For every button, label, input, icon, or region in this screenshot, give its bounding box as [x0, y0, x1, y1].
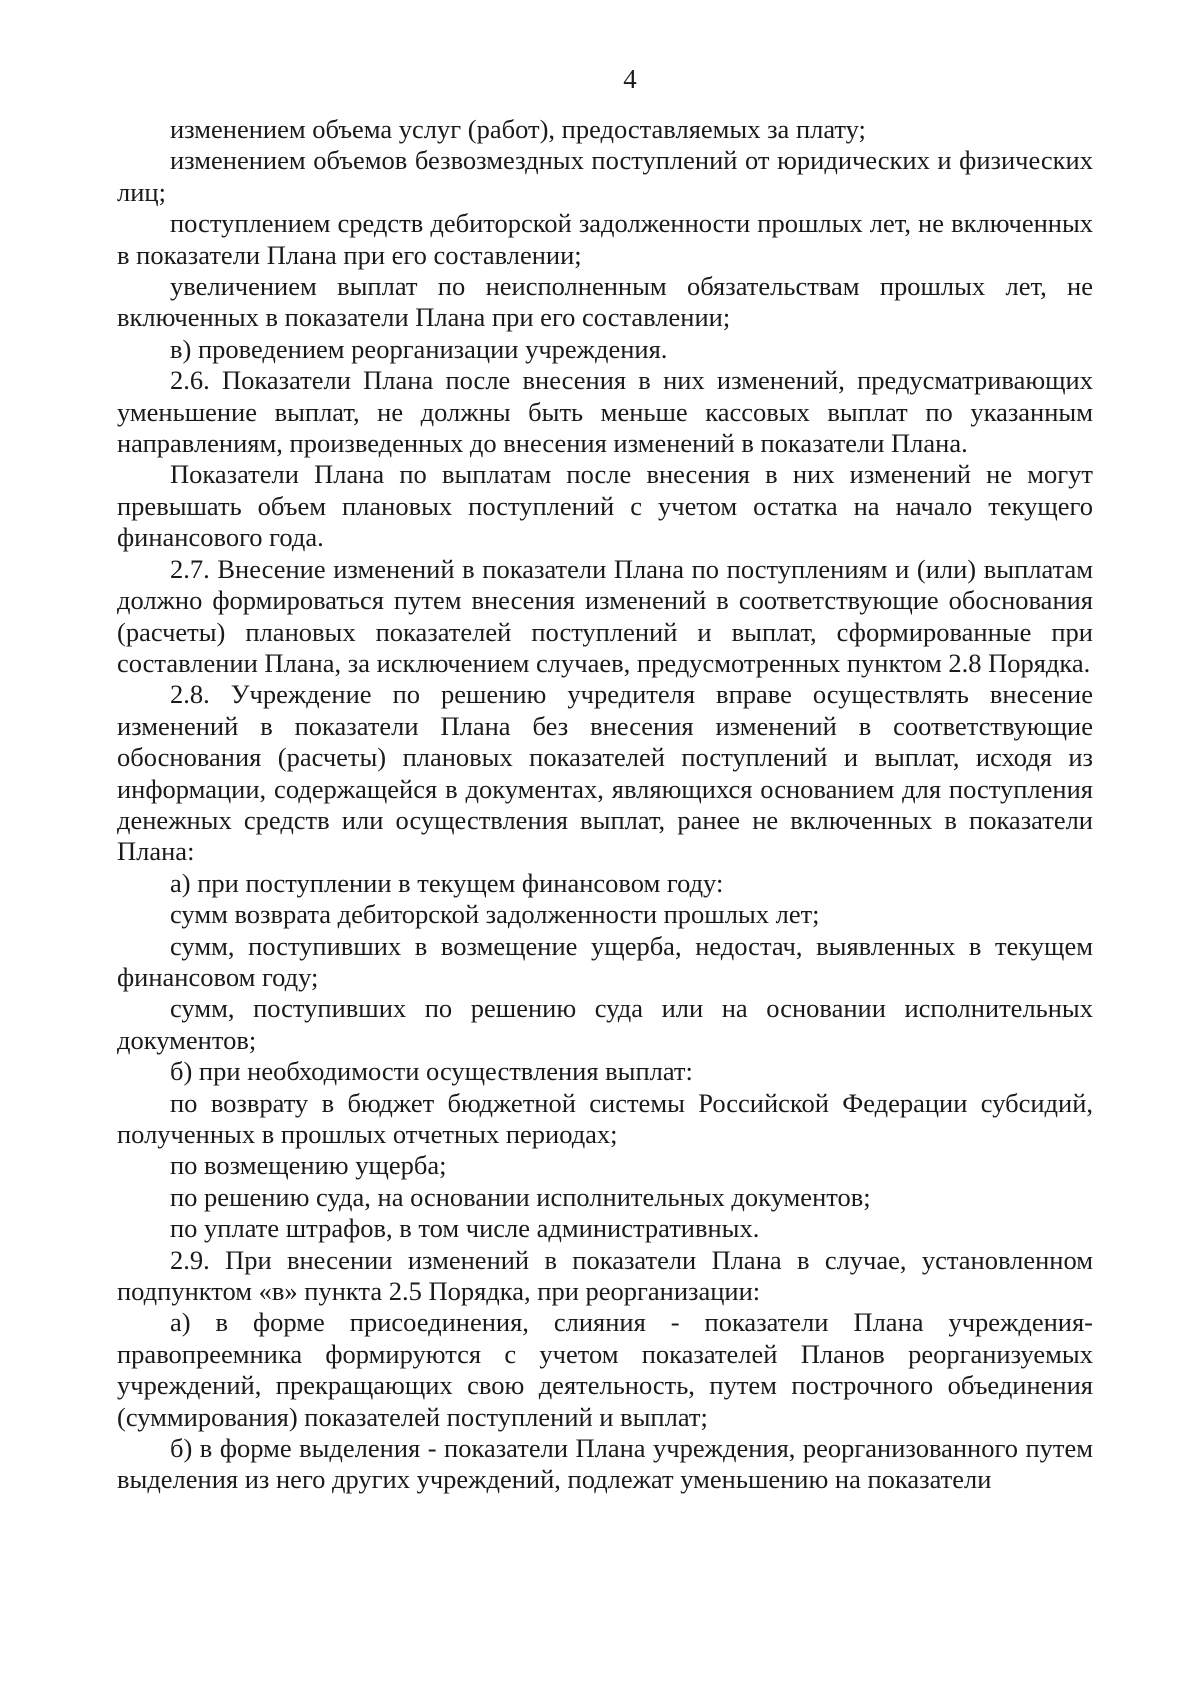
- paragraph: б) в форме выделения - показатели Плана учреждения, реорганизованного путем выделения из него других учреждений, подлежат уменьшению на показатели: [117, 1433, 1093, 1495]
- paragraph: сумм возврата дебиторской задолженности прошлых лет;: [170, 899, 820, 930]
- paragraph: в) проведением реорганизации учреждения.: [170, 333, 668, 364]
- paragraph: 2.7. Внесение изменений в показатели Плана по поступлениям и (или) выплатам должно формироваться путем внесения изменений в соответствующие обоснования (расчеты) плановых показателей поступлений и выплат, сформированные при составлении Плана, за исключением случаев, предусмотренных пунктом 2.8 Порядка.: [117, 553, 1093, 678]
- paragraph: по решению суда, на основании исполнительных документов;: [170, 1181, 871, 1212]
- paragraph: сумм, поступивших в возмещение ущерба, недостач, выявленных в текущем финансовом году;: [117, 930, 1093, 992]
- paragraph: изменением объема услуг (работ), предоставляемых за плату;: [170, 114, 866, 144]
- paragraph: поступлением средств дебиторской задолженности прошлых лет, не включенных в показатели Плана при его составлении;: [117, 208, 1093, 270]
- paragraph: по возврату в бюджет бюджетной системы Российской Федерации субсидий, полученных в прошлых отчетных периодах;: [117, 1087, 1093, 1149]
- paragraph: 2.9. При внесении изменений в показатели Плана в случае, установленном подпунктом «в» пункта 2.5 Порядка, при реорганизации:: [117, 1244, 1093, 1307]
- page-number: 4: [623, 64, 637, 94]
- paragraph: сумм, поступивших по решению суда или на основании исполнительных документов;: [117, 993, 1093, 1055]
- paragraph: 2.8. Учреждение по решению учредителя вправе осуществлять внесение изменений в показатели Плана без внесения изменений в соответствующие обоснования (расчеты) плановых показателей поступлений и выплат, исходя из информации, содержащейся в документах, являющихся основанием для поступления денежных средств или осуществления выплат, ранее не включенных в показатели Плана:: [117, 679, 1093, 867]
- paragraph: Показатели Плана по выплатам после внесения в них изменений не могут превышать объем плановых поступлений с учетом остатка на начало текущего финансового года.: [117, 459, 1093, 553]
- document-body: [117, 114, 1093, 1496]
- paragraph: б) при необходимости осуществления выплат:: [170, 1056, 693, 1087]
- paragraph: 2.6. Показатели Плана после внесения в них изменений, предусматривающих уменьшение выплат, не должны быть меньше кассовых выплат по указанным направлениям, произведенных до внесения изменений в показатели Плана.: [117, 365, 1093, 459]
- paragraph: увеличением выплат по неисполненным обязательствам прошлых лет, не включенных в показатели Плана при его составлении;: [117, 271, 1093, 333]
- paragraph: а) в форме присоединения, слияния - показатели Плана учреждения-правопреемника формируются с учетом показателей Планов реорганизуемых учреждений, прекращающих свою деятельность, путем построчного объединения (суммирования) показателей поступлений и выплат;: [117, 1307, 1093, 1432]
- paragraph: изменением объемов безвозмездных поступлений от юридических и физических лиц;: [117, 145, 1093, 207]
- paragraph: по уплате штрафов, в том числе административных.: [170, 1213, 760, 1244]
- paragraph: по возмещению ущерба;: [170, 1150, 447, 1181]
- paragraph: а) при поступлении в текущем финансовом году:: [170, 867, 724, 898]
